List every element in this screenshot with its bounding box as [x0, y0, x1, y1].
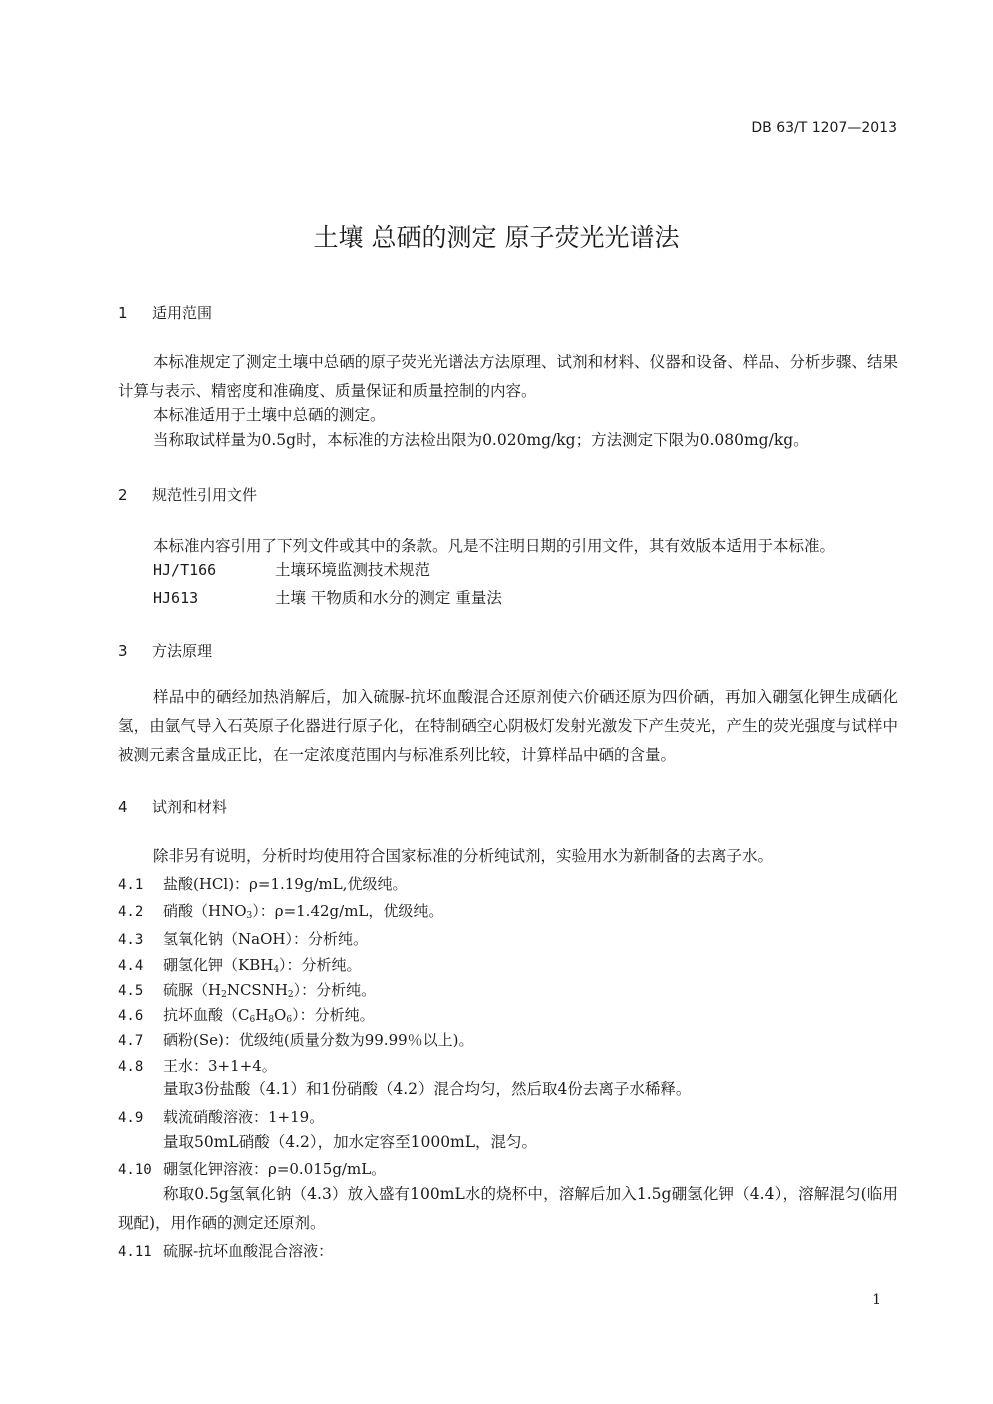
item-text: 硫脲-抗坏血酸混合溶液：: [163, 1242, 334, 1260]
section-1-paragraph: 本标准规定了测定土壤中总硒的原子荧光光谱法方法原理、试剂和材料、仪器和设备、样品、分析步骤、结果计算与表示、精密度和准确度、质量保证和质量控制的内容。: [118, 353, 898, 400]
section-title: 方法原理: [152, 642, 213, 660]
item-number: 4.4: [118, 958, 144, 974]
section-title: 规范性引用文件: [152, 486, 258, 504]
list-item: [118, 1106, 324, 1127]
item-text: 氢氧化钠（NaOH）：分析纯。: [163, 930, 368, 948]
reference-code: HJ613: [153, 589, 199, 607]
list-item: [118, 1158, 386, 1179]
item-text: 硼氢化钾溶液：ρ=0.015g/mL。: [163, 1160, 387, 1178]
item-number: 4.10: [118, 1162, 152, 1178]
item-number: 4.2: [118, 904, 144, 920]
list-item: [118, 979, 376, 1000]
standard-code: DB 63/T 1207—2013: [751, 120, 897, 136]
item-text: ）：分析纯。: [293, 981, 377, 999]
item-text: O: [274, 1006, 287, 1024]
subscript: 3: [246, 911, 253, 921]
item-number: 4.3: [118, 932, 144, 948]
item-text: 硼氢化钾（KBH: [163, 956, 274, 974]
section-number: 2: [118, 486, 128, 504]
item-note: 称取0.5g氢氧化钠（4.3）放入盛有100mL水的烧杯中，溶解后加入1.5g硼氢化钾（4.4），溶解混匀(临用现配)，用作硒的测定还原剂。: [118, 1185, 898, 1232]
section-title: 适用范围: [152, 304, 213, 322]
item-text: 硝酸（HNO: [163, 902, 247, 920]
reference-code: HJ/T166: [153, 561, 217, 579]
section-1-heading: [118, 302, 212, 323]
subscript: 4: [273, 965, 280, 975]
section-4-intro: 除非另有说明，分析时均使用符合国家标准的分析纯试剂，实验用水为新制备的去离子水。: [153, 847, 774, 865]
item-number: 4.1: [118, 877, 144, 893]
item-text: H: [255, 1006, 269, 1024]
list-item: [118, 900, 443, 921]
item-text: 盐酸(HCl)：ρ=1.19g/mL,优级纯。: [163, 875, 408, 893]
page-number: 1: [872, 1292, 881, 1308]
item-text: 硒粉(Se)：优级纯(质量分数为99.99％以上)。: [163, 1031, 474, 1049]
item-number: 4.5: [118, 983, 144, 999]
item-number: 4.11: [118, 1244, 152, 1260]
item-note: 量取50mL硝酸（4.2），加水定容至1000mL，混匀。: [163, 1133, 538, 1151]
item-number: 4.7: [118, 1033, 144, 1049]
item-text: ）：ρ=1.42g/mL，优级纯。: [252, 902, 444, 920]
section-3-heading: [118, 640, 212, 661]
reference-title: 土壤环境监测技术规范: [275, 561, 431, 579]
section-number: 3: [118, 642, 128, 660]
reference-title: 土壤 干物质和水分的测定 重量法: [275, 589, 502, 607]
section-number: 4: [118, 798, 128, 816]
section-3-paragraph: 样品中的硒经加热消解后，加入硫脲-抗坏血酸混合还原剂使六价硒还原为四价硒，再加入硼氢化钾生成硒化氢，由氩气导入石英原子化器进行原子化，在特制硒空心阴极灯发射光激发下产生荧光，产生的荧光强度与试样中被测元素含量成正比，在一定浓度范围内与标准系列比较，计算样品中硒的含量。: [118, 688, 898, 764]
subscript: 6: [286, 1015, 293, 1025]
item-text: 硫脲（H: [163, 981, 222, 999]
list-item: [118, 928, 368, 949]
document-title: 土壤 总硒的测定 原子荧光光谱法: [313, 223, 680, 252]
list-item: [118, 1029, 474, 1050]
list-item: [118, 873, 407, 894]
list-item: [118, 1240, 333, 1261]
item-text: NCSNH: [226, 981, 288, 999]
section-2-heading: [118, 484, 257, 505]
item-number: 4.6: [118, 1008, 144, 1024]
section-title: 试剂和材料: [152, 798, 228, 816]
item-text: ）：分析纯。: [292, 1006, 375, 1024]
item-text: ）：分析纯。: [279, 956, 362, 974]
subscript: 6: [249, 1015, 256, 1025]
subscript: 2: [287, 990, 294, 1000]
section-1-line: 当称取试样量为0.5g时，本标准的方法检出限为0.020mg/kg；方法测定下限为0.080mg/kg。: [153, 431, 809, 449]
section-2-intro: 本标准内容引用了下列文件或其中的条款。凡是不注明日期的引用文件，其有效版本适用于本标准。: [153, 537, 836, 555]
item-text: 抗坏血酸（C: [163, 1006, 250, 1024]
item-number: 4.9: [118, 1110, 144, 1126]
item-text: 载流硝酸溶液：1+19。: [163, 1108, 325, 1126]
section-number: 1: [118, 304, 128, 322]
item-note: 量取3份盐酸（4.1）和1份硝酸（4.2）混合均匀，然后取4份去离子水稀释。: [163, 1080, 692, 1098]
item-text: 王水：3+1+4。: [163, 1057, 277, 1075]
item-number: 4.8: [118, 1059, 144, 1075]
list-item: [118, 1055, 277, 1076]
section-1-line: 本标准适用于土壤中总硒的测定。: [153, 406, 386, 424]
section-4-heading: [118, 796, 227, 817]
list-item: [118, 954, 362, 975]
list-item: [118, 1004, 375, 1025]
subscript: 8: [268, 1015, 275, 1025]
subscript: 2: [221, 990, 227, 1000]
